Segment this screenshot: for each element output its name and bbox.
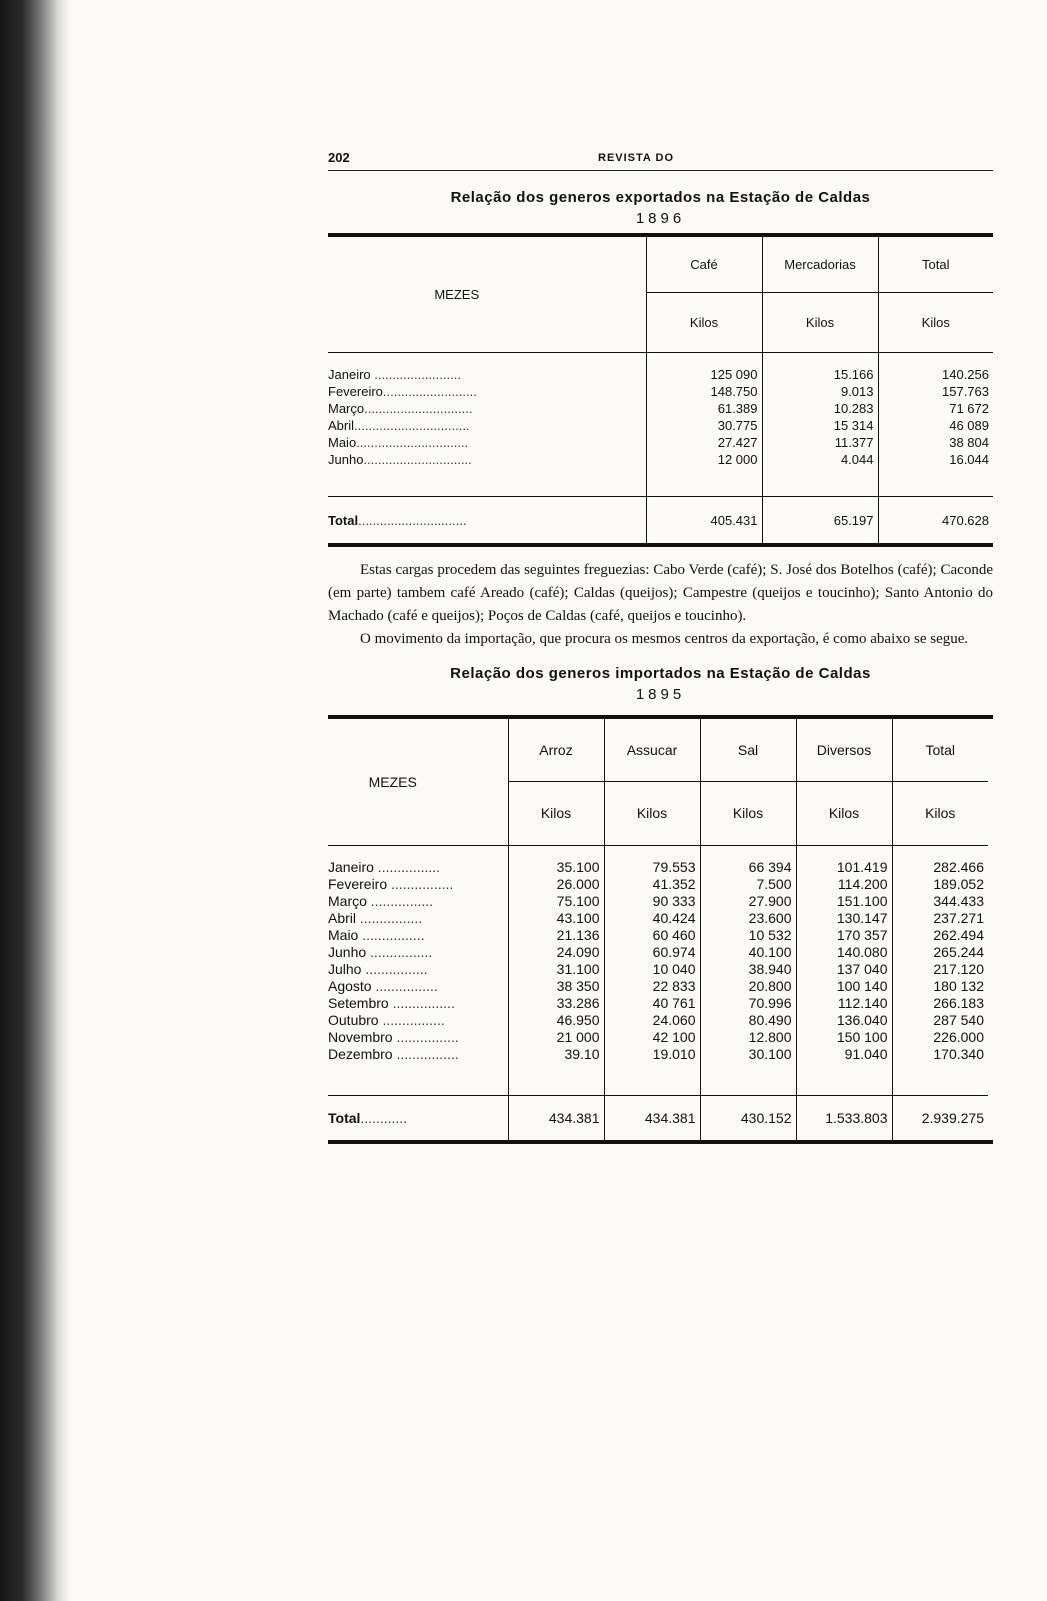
cell-value: 112.140 [796,995,892,1012]
cell-value: 23.600 [700,910,796,927]
cell-value: 287 540 [892,1012,988,1029]
total-value: 65.197 [762,497,878,543]
cell-value: 30.100 [700,1046,796,1063]
month-label: Julho [328,961,362,977]
table-row: Junho ................ 24.090 60.974 40.100 140.080 265.244 [328,944,988,961]
month-label: Dezembro [328,1046,393,1062]
cell-value: 27.900 [700,893,796,910]
cell-value: 15 314 [762,417,878,434]
export-col-total: Total [878,237,993,292]
month-label: Abril [328,418,355,433]
import-unit: Kilos [796,781,892,845]
import-months-header: MEZES [368,773,417,790]
export-col-cafe: Café [646,237,762,292]
total-value: 470.628 [878,497,993,543]
cell-value: 27.427 [646,434,762,451]
month-label: Outubro [328,1012,379,1028]
month-label: Janeiro [328,859,374,875]
table-row: Janeiro ................ 35.100 79.553 66 394 101.419 282.466 [328,859,988,876]
cell-value: 26.000 [508,876,604,893]
month-label: Fevereiro [328,876,388,892]
cell-value: 30.775 [646,417,762,434]
table-row: Março ................ 75.100 90 333 27.900 151.100 344.433 [328,893,988,910]
table-row: Fevereiro ................ 26.000 41.352 7.500 114.200 189.052 [328,876,988,893]
import-rows [328,859,988,1063]
cell-value: 91.040 [796,1046,892,1063]
import-unit: Kilos [508,781,604,845]
header-rule [328,170,993,171]
running-title: REVISTA DO [598,152,675,164]
month-label: Abril [328,910,357,926]
cell-value: 12.800 [700,1029,796,1046]
running-header [328,150,993,170]
month-label: Agosto [328,978,372,994]
cell-value: 265.244 [892,944,988,961]
cell-value: 157.763 [878,383,993,400]
import-total-row: Total............ 434.381 434.381 430.152 1.533.803 2.939.275 [328,1096,988,1140]
cell-value: 180 132 [892,978,988,995]
cell-value: 137 040 [796,961,892,978]
table-row: Setembro ................ 33.286 40 761 70.996 112.140 266.183 [328,995,988,1012]
table-row: Maio............................... 27.427 11.377 38 804 [328,434,993,451]
cell-value: 140.080 [796,944,892,961]
cell-value: 282.466 [892,859,988,876]
total-label: Total [328,512,359,528]
import-unit: Kilos [604,781,700,845]
cell-value: 9.013 [762,383,878,400]
cell-value: 66 394 [700,859,796,876]
cell-value: 21.136 [508,927,604,944]
cell-value: 151.100 [796,893,892,910]
cell-value: 40.424 [604,910,700,927]
import-table-title: Relação dos generos importados na Estação de Caldas [450,665,871,682]
cell-value: 24.090 [508,944,604,961]
import-table-year: 1895 [635,686,686,703]
cell-value: 237.271 [892,910,988,927]
cell-value: 217.120 [892,961,988,978]
cell-value: 226.000 [892,1029,988,1046]
cell-value: 266.183 [892,995,988,1012]
cell-value: 10 040 [604,961,700,978]
cell-value: 79.553 [604,859,700,876]
page-number: 202 [328,150,350,165]
cell-value: 38.940 [700,961,796,978]
table-row: Julho ................ 31.100 10 040 38.940 137 040 217.120 [328,961,988,978]
table-row: Março.............................. 61.389 10.283 71 672 [328,400,993,417]
total-value: 434.381 [508,1096,604,1140]
cell-value: 38 804 [878,434,993,451]
cell-value: 130.147 [796,910,892,927]
export-table-title: Relação dos generos exportados na Estação de Caldas [450,189,871,206]
export-col-mercadorias: Mercadorias [762,237,878,292]
cell-value: 114.200 [796,876,892,893]
cell-value: 170.340 [892,1046,988,1063]
table-row: Junho.............................. 12 000 4.044 16.044 [328,451,993,468]
total-label: Total [328,1109,361,1126]
cell-value: 41.352 [604,876,700,893]
cell-value: 24.060 [604,1012,700,1029]
cell-value: 40 761 [604,995,700,1012]
cell-value: 101.419 [796,859,892,876]
total-value: 430.152 [700,1096,796,1140]
cell-value: 189.052 [892,876,988,893]
page [328,150,993,1144]
cell-value: 90 333 [604,893,700,910]
cell-value: 46.950 [508,1012,604,1029]
cell-value: 170 357 [796,927,892,944]
cell-value: 10 532 [700,927,796,944]
total-value: 1.533.803 [796,1096,892,1140]
body-text [328,559,993,651]
export-table-year: 1896 [635,210,686,227]
cell-value: 33.286 [508,995,604,1012]
import-col-assucar: Assucar [604,719,700,781]
table-row: Janeiro ........................ 125 090 15.166 140.256 [328,366,993,383]
paragraph: Estas cargas procedem das seguintes freguezias: Cabo Verde (café); S. José dos Botelhos (café); Caconde (em parte) tambem café Areado (café); Caldas (queijos); Campestre (queijos e toucinho); Santo Antonio do Machado (café e queijos); Poços de Caldas (café, queijos e toucinho). [328,562,993,624]
export-unit-mercadorias: Kilos [762,292,878,352]
month-label: Março [328,401,365,416]
cell-value: 10.283 [762,400,878,417]
cell-value: 35.100 [508,859,604,876]
cell-value: 42 100 [604,1029,700,1046]
import-col-arroz: Arroz [508,719,604,781]
month-label: Junho [328,944,367,960]
export-bottom-rule [328,543,993,547]
table-row: Maio ................ 21.136 60 460 10 532 170 357 262.494 [328,927,988,944]
export-months-header: MEZES [434,286,480,302]
table-row: Novembro ................ 21 000 42 100 12.800 150 100 226.000 [328,1029,988,1046]
export-unit-cafe: Kilos [646,292,762,352]
cell-value: 15.166 [762,366,878,383]
cell-value: 7.500 [700,876,796,893]
export-unit-total: Kilos [878,292,993,352]
cell-value: 43.100 [508,910,604,927]
total-value: 2.939.275 [892,1096,988,1140]
import-bottom-rule [328,1140,993,1144]
cell-value: 80.490 [700,1012,796,1029]
month-label: Maio [328,927,359,943]
cell-value: 70.996 [700,995,796,1012]
cell-value: 344.433 [892,893,988,910]
cell-value: 100 140 [796,978,892,995]
month-label: Janeiro [328,367,371,382]
month-label: Março [328,893,367,909]
month-label: Fevereiro [328,384,383,399]
cell-value: 140.256 [878,366,993,383]
cell-value: 75.100 [508,893,604,910]
cell-value: 125 090 [646,366,762,383]
cell-value: 12 000 [646,451,762,468]
book-spine-shadow [0,0,70,1601]
cell-value: 22 833 [604,978,700,995]
cell-value: 150 100 [796,1029,892,1046]
import-col-sal: Sal [700,719,796,781]
cell-value: 40.100 [700,944,796,961]
paragraph: O movimento da importação, que procura os mesmos centros da exportação, é como abaixo se segue. [360,631,969,647]
cell-value: 46 089 [878,417,993,434]
export-rows [328,366,993,468]
month-label: Novembro [328,1029,393,1045]
table-row: Outubro ................ 46.950 24.060 80.490 136.040 287 540 [328,1012,988,1029]
import-col-diversos: Diversos [796,719,892,781]
export-table [328,237,993,543]
cell-value: 136.040 [796,1012,892,1029]
cell-value: 4.044 [762,451,878,468]
table-row: Dezembro ................ 39.10 19.010 30.100 91.040 170.340 [328,1046,988,1063]
cell-value: 60 460 [604,927,700,944]
total-value: 434.381 [604,1096,700,1140]
import-unit: Kilos [700,781,796,845]
cell-value: 38 350 [508,978,604,995]
table-row: Abril ................ 43.100 40.424 23.600 130.147 237.271 [328,910,988,927]
table-row: Abril................................ 30.775 15 314 46 089 [328,417,993,434]
cell-value: 71 672 [878,400,993,417]
month-label: Junho [328,452,364,467]
cell-value: 148.750 [646,383,762,400]
cell-value: 31.100 [508,961,604,978]
import-table [328,719,988,1140]
import-unit: Kilos [892,781,988,845]
export-total-row: Total.............................. 405.431 65.197 470.628 [328,497,993,543]
cell-value: 39.10 [508,1046,604,1063]
cell-value: 61.389 [646,400,762,417]
table-row: Agosto ................ 38 350 22 833 20.800 100 140 180 132 [328,978,988,995]
month-label: Setembro [328,995,389,1011]
month-label: Maio [328,435,357,450]
cell-value: 11.377 [762,434,878,451]
cell-value: 20.800 [700,978,796,995]
total-value: 405.431 [646,497,762,543]
cell-value: 16.044 [878,451,993,468]
cell-value: 19.010 [604,1046,700,1063]
table-row: Fevereiro.......................... 148.750 9.013 157.763 [328,383,993,400]
cell-value: 262.494 [892,927,988,944]
cell-value: 21 000 [508,1029,604,1046]
import-col-total: Total [892,719,988,781]
cell-value: 60.974 [604,944,700,961]
